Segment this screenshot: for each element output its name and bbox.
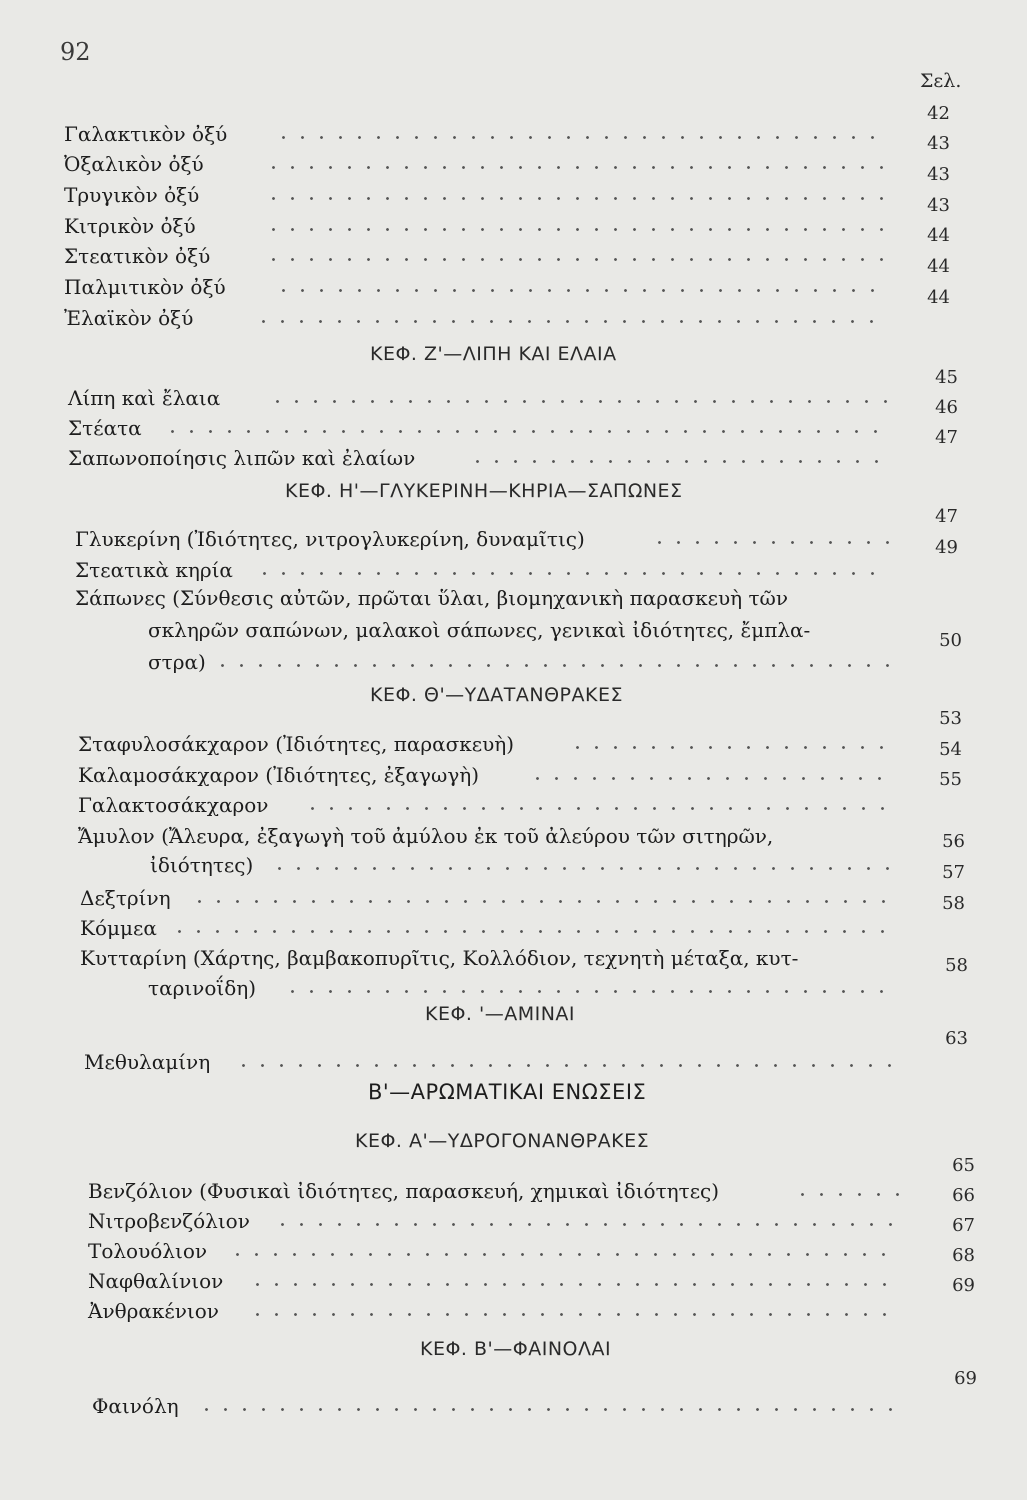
- entry-continuation-line: [150, 852, 895, 878]
- dot-leader: [528, 777, 893, 780]
- entry-page: 44: [927, 256, 950, 277]
- dot-leader: [270, 867, 895, 870]
- dot-leader: [255, 572, 890, 575]
- dot-leader: [303, 807, 893, 810]
- dot-leader: [163, 430, 888, 433]
- toc-entry[interactable]: [88, 1208, 900, 1234]
- dot-leader: [273, 1223, 900, 1226]
- entry-title: Βενζόλιον (Φυσικαὶ ἰδιότητες, παρασκευή, χημικαὶ ἰδιότητες): [88, 1179, 720, 1203]
- entry-page: 69: [952, 1275, 975, 1296]
- entry-title: Γαλακτικὸν ὀξύ: [64, 122, 228, 146]
- entry-title: Ναφθαλίνιον: [88, 1269, 224, 1293]
- toc-entry[interactable]: [68, 445, 888, 471]
- dot-leader: [228, 1253, 900, 1256]
- dot-leader: [254, 320, 884, 323]
- dot-leader: [197, 1408, 902, 1411]
- toc-entry[interactable]: [64, 121, 884, 147]
- page-column-header: Σελ.: [920, 70, 962, 92]
- entry-page: 43: [927, 195, 950, 216]
- entry-continuation: σκληρῶν σαπώνων, μαλακοὶ σάπωνες, γενικαὶ ἰδιότητες, ἔμπλα-: [148, 618, 811, 642]
- entry-page: 53: [939, 708, 962, 729]
- entry-page: 56: [942, 831, 965, 852]
- toc-entry[interactable]: [92, 1393, 902, 1419]
- toc-entry[interactable]: [75, 526, 890, 552]
- toc-entry[interactable]: [80, 915, 895, 941]
- toc-entry[interactable]: [78, 823, 908, 849]
- toc-entry[interactable]: [78, 731, 893, 757]
- chapter-heading: ΚΕΦ. Β'—ΦΑΙΝΟΛΑΙ: [420, 1338, 612, 1360]
- entry-title: Στέατα: [68, 416, 142, 440]
- toc-entry[interactable]: [78, 762, 893, 788]
- page-number: 92: [60, 38, 91, 66]
- entry-title: Σάπωνες (Σύνθεσις αὐτῶν, πρῶται ὕλαι, βιομηχανικὴ παρασκευὴ τῶν: [75, 586, 789, 610]
- entry-page: 66: [952, 1185, 975, 1206]
- dot-leader: [568, 746, 893, 749]
- entry-title: Στεατικὸν ὀξύ: [64, 244, 211, 268]
- dot-leader: [268, 400, 888, 403]
- entry-page: 42: [927, 103, 950, 124]
- entry-title: Κόμμεα: [80, 916, 157, 940]
- entry-continuation: ἰδιότητες): [150, 853, 254, 877]
- entry-page: 58: [942, 893, 965, 914]
- toc-entry[interactable]: [80, 885, 895, 911]
- entry-page: 65: [952, 1155, 975, 1176]
- dot-leader: [274, 289, 884, 292]
- toc-entry[interactable]: [88, 1238, 900, 1264]
- entry-page: 57: [942, 862, 965, 883]
- toc-entry[interactable]: [80, 945, 910, 971]
- toc-entry[interactable]: [88, 1178, 900, 1204]
- entry-page: 69: [954, 1368, 977, 1389]
- entry-title: Νιτροβενζόλιον: [88, 1209, 250, 1233]
- entry-page: 47: [935, 427, 958, 448]
- entry-title: Γαλακτοσάκχαρον: [78, 793, 269, 817]
- entry-title: Δεξτρίνη: [80, 886, 171, 910]
- entry-title: Ἀνθρακένιον: [88, 1299, 219, 1323]
- entry-continuation-line: [148, 649, 893, 675]
- entry-page: 49: [935, 537, 958, 558]
- dot-leader: [213, 664, 893, 667]
- entry-page: 58: [945, 955, 968, 976]
- dot-leader: [170, 930, 895, 933]
- entry-title: Σαπωνοποίησις λιπῶν καὶ ἐλαίων: [68, 446, 416, 470]
- toc-entry[interactable]: [88, 1298, 900, 1324]
- entry-title: Γλυκερίνη (Ἰδιότητες, νιτρογλυκερίνη, δυναμῖτις): [75, 527, 585, 551]
- chapter-heading: ΚΕΦ. Α'—ΥΔΡΟΓΟΝΑΝΘΡΑΚΕΣ: [355, 1130, 650, 1152]
- entry-title: Φαινόλη: [92, 1394, 179, 1418]
- dot-leader: [264, 228, 884, 231]
- entry-continuation-line: [148, 975, 898, 1001]
- entry-page: 46: [935, 397, 958, 418]
- toc-entry[interactable]: [88, 1268, 900, 1294]
- toc-entry[interactable]: [75, 585, 905, 611]
- dot-leader: [190, 900, 895, 903]
- entry-page: 68: [952, 1245, 975, 1266]
- entry-title: Κιτρικὸν ὀξύ: [64, 214, 196, 238]
- toc-entry[interactable]: [78, 792, 893, 818]
- toc-entry[interactable]: [64, 182, 884, 208]
- entry-page: 44: [927, 225, 950, 246]
- dot-leader: [264, 258, 884, 261]
- entry-page: 45: [935, 367, 958, 388]
- entry-title: Ὀξαλικὸν ὀξύ: [64, 152, 204, 176]
- dot-leader: [248, 1283, 900, 1286]
- entry-page: 44: [927, 287, 950, 308]
- dot-leader: [650, 541, 890, 544]
- dot-leader: [264, 197, 884, 200]
- toc-entry[interactable]: [64, 151, 884, 177]
- toc-entry[interactable]: [64, 274, 884, 300]
- toc-entry[interactable]: [68, 385, 888, 411]
- entry-title: Λίπη καὶ ἔλαια: [68, 386, 221, 410]
- toc-entry[interactable]: [64, 213, 884, 239]
- entry-title: Παλμιτικὸν ὀξύ: [64, 275, 226, 299]
- entry-title: Σταφυλοσάκχαρον (Ἰδιότητες, παρασκευὴ): [78, 732, 515, 756]
- entry-title: Κυτταρίνη (Χάρτης, βαμβακοπυρῖτις, Κολλόδιον, τεχνητὴ μέταξα, κυτ-: [80, 946, 799, 970]
- dot-leader: [274, 136, 884, 139]
- chapter-heading: ΚΕΦ. '—ΑΜΙΝΑΙ: [425, 1003, 576, 1025]
- toc-entry[interactable]: [84, 1049, 899, 1075]
- entry-page: 50: [939, 630, 962, 651]
- dot-leader: [248, 1313, 900, 1316]
- entry-page: 54: [939, 739, 962, 760]
- toc-entry[interactable]: [64, 305, 884, 331]
- toc-entry[interactable]: [64, 243, 884, 269]
- dot-leader: [264, 166, 884, 169]
- entry-continuation: ταρινοΐδη): [148, 976, 257, 1000]
- entry-page: 43: [927, 164, 950, 185]
- entry-page: 67: [952, 1215, 975, 1236]
- chapter-heading: ΚΕΦ. Θ'—ΥΔΑΤΑΝΘΡΑΚΕΣ: [370, 684, 623, 706]
- part-heading: Β'—ΑΡΩΜΑΤΙΚΑΙ ΕΝΩΣΕΙΣ: [368, 1080, 647, 1104]
- dot-leader: [468, 460, 888, 463]
- chapter-heading: ΚΕΦ. Ζ'—ΛΙΠΗ ΚΑΙ ΕΛΑΙΑ: [370, 343, 617, 365]
- entry-title: Μεθυλαμίνη: [84, 1050, 211, 1074]
- entry-title: Ἐλαϊκὸν ὀξύ: [64, 306, 194, 330]
- dot-leader: [793, 1193, 900, 1196]
- chapter-heading: ΚΕΦ. Η'—ΓΛΥΚΕΡΙΝΗ—ΚΗΡΙΑ—ΣΑΠΩΝΕΣ: [285, 480, 683, 502]
- entry-continuation: στρα): [148, 650, 206, 674]
- entry-page: 47: [935, 506, 958, 527]
- entry-page: 63: [945, 1028, 968, 1049]
- toc-entry[interactable]: [68, 415, 888, 441]
- entry-title: Καλαμοσάκχαρον (Ἰδιότητες, ἐξαγωγὴ): [78, 763, 480, 787]
- entry-title: Ἄμυλον (Ἄλευρα, ἐξαγωγὴ τοῦ ἀμύλου ἐκ τοῦ ἀλεύρου τῶν σιτηρῶν,: [78, 824, 774, 848]
- dot-leader: [283, 990, 898, 993]
- toc-entry[interactable]: [75, 557, 890, 583]
- dot-leader: [234, 1064, 899, 1067]
- entry-title: Στεατικὰ κηρία: [75, 558, 233, 582]
- entry-page: 55: [939, 769, 962, 790]
- entry-page: 43: [927, 133, 950, 154]
- entry-title: Τολουόλιον: [88, 1239, 208, 1263]
- entry-title: Τρυγικὸν ὀξύ: [64, 183, 200, 207]
